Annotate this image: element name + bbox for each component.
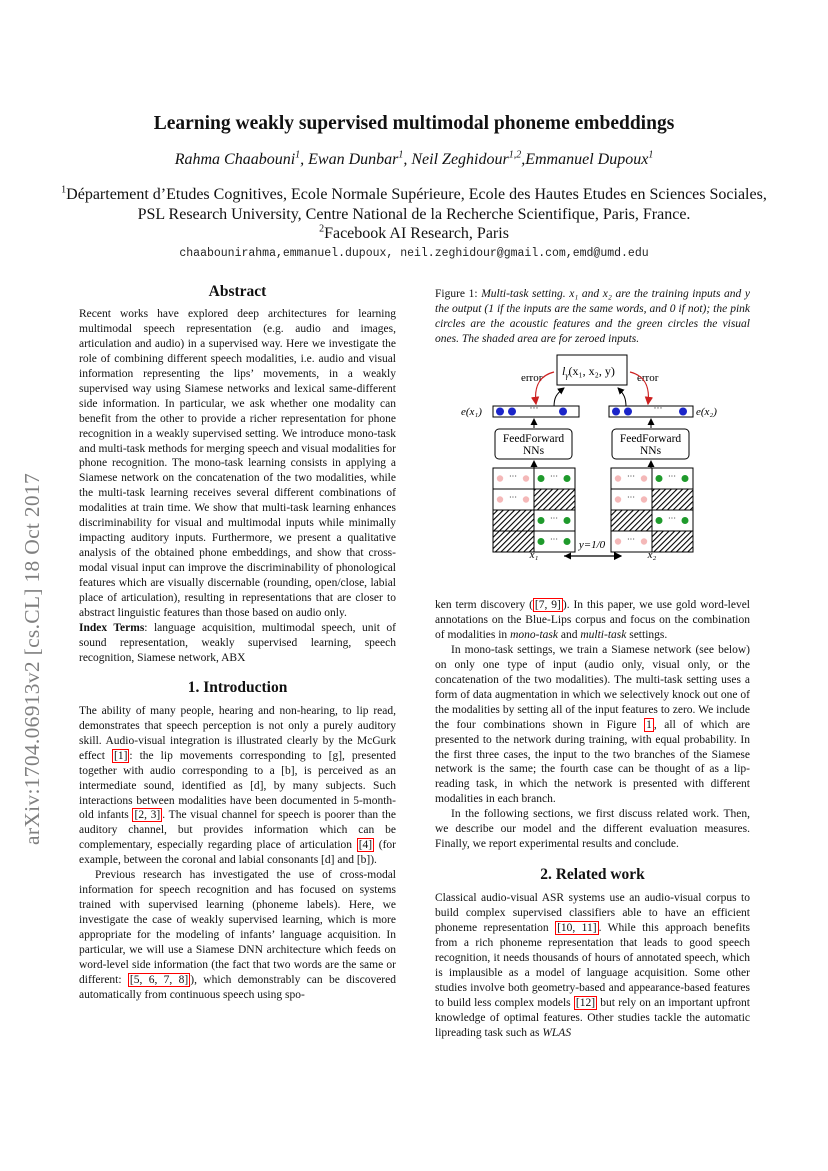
embedding-arrow-right [618,388,626,407]
input-grid-x2 [611,468,693,552]
embedding-unit [679,408,687,416]
feedforward-label: FeedForward [619,433,682,445]
citation-link[interactable]: [5, 6, 7, 8] [129,973,189,986]
input-label-x2: x₂ [647,549,657,561]
affiliation-2: Facebook AI Research, Paris [324,225,509,242]
embedding-unit [559,408,567,416]
affiliation-marker: 1 [295,149,301,161]
embedding-unit [508,408,516,416]
figure-link[interactable]: 1 [646,718,652,731]
author-name: Ewan Dunbar [308,151,399,168]
abstract-text: Recent works have explored deep architectures for learning multimodal speech representation (e.g. audio and images, articulation and audio) in a supervised way. Here we investigate the role of combining different speech modalities, i.e. audio and visual information representing the lips’ movements, in a weakly supervised way using Siamese networks and lexical same-different side information. In particular, we ask whether one modality can benefit from the other to provide a richer representation for phone recognition in a weakly supervised setting. We introduce mono-task and multi-task methods for merging speech and visual modalities for phone recognition. The mono-task learning consists in applying a Siamese network on the concatenation of the two modalities, while the multi-task learning receives several different combinations of modalities at train time. We show that multi-task learning enhances discriminability for visual and multimodal inputs while minimally impacting auditory inputs. Furthermore, we present a qualitative analysis of the obtained phone embeddings, and show that cross-modal visual input can improve the discriminability of phonological features which are visually discernable (rounding, open/close, labial place of articulation), resulting in representations that are closer to abstract linguistic features than those based on audio only. [79,307,396,620]
svg-text:···: ··· [627,535,635,544]
svg-text:···: ··· [627,493,635,502]
author-name: Emmanuel Dupoux [525,151,649,168]
input-grid-x1 [493,468,575,552]
affiliation-marker: 1 [648,149,654,161]
zeroed-input [653,532,693,552]
affiliation-marker: 1 [61,184,67,196]
zeroed-input [653,490,693,510]
citation-link[interactable]: [2, 3] [134,809,161,822]
citation-link[interactable]: [4] [358,839,373,852]
author-name: Rahma Chaabouni [174,151,296,168]
output-label: y=1/0 [578,539,606,551]
svg-text:···: ··· [668,514,676,523]
embedding-unit [624,408,632,416]
left-column [79,285,396,1003]
author-emails[interactable]: chaabounirahma,emmanuel.dupoux, neil.zeghidour@gmail.com,emd@umd.edu [179,247,649,260]
zeroed-input [494,511,534,531]
error-label-right: error [637,372,659,384]
svg-text:···: ··· [509,493,517,502]
intro-paragraph-1: The ability of many people, hearing and non-hearing, to lip read, demonstrates that speech perception is not only a purely auditory skill. Audio-visual integration is illustrated clearly by the McGurk effect [1] : the lip movements corresponding to [g], presented together with audio corresponding to a [b], is perceived as an intermediate sound, identified as [d], by many subjects. Such interactions between modalities have been documented in 5-month-old infants [2, 3] . The visual channel for speech is poorer than the auditory channel, but provides information which can be complementary, especially regarding place of articulation [4] (for example, between the coronal and labial consonants [d] and [b]). [79,704,396,867]
paragraph-outline: In the following sections, we first discuss related work. Then, we describe our model and the different evaluation measures. Finally, we report experimental results and conclude. [435,808,750,851]
figure-label: Figure 1: [435,288,482,300]
svg-text:···: ··· [509,472,517,481]
zeroed-input [494,532,534,552]
citation-link[interactable]: [1] [113,749,128,762]
feedforward-label: FeedForward [502,433,565,445]
affiliation-marker: 2 [319,223,325,235]
input-label-x1: x₁ [529,549,539,561]
zeroed-input [535,490,575,510]
index-terms [79,621,396,666]
intro-paragraph-2: Previous research has investigated the use of cross-modal information for speech recognition and has focused on systems trained with supervised learning (phoneme labels). Here, we investigate the case of weakly supervised learning, which is more appropriate for the modeling of infants’ language acquisition. In particular, we will use a Siamese DNN architecture which feeds on word-level side information (the fact that two words are the same or different: [5, 6, 7, 8] ), which demonstrably can be discovered automatically from continuous speech using spo- [79,869,396,1001]
citation-link[interactable]: [12] [575,996,596,1009]
right-column [435,598,750,1041]
related-work-heading: 2. Related work [540,866,645,884]
feedforward-label: NNs [639,445,662,457]
index-terms-label: Index Terms [79,621,145,634]
figure-caption-text: Multi-task setting. x₁ and x₂ are the training inputs and y the output (1 if the inputs are the same words, and 0 if not); the pink circles are the acoustic features and the green circles the visual ones. The shaded area are for zeroed inputs. [435,288,750,345]
ellipsis: ··· [529,403,539,413]
error-label-left: error [521,372,543,384]
arxiv-sidebar-stamp[interactable]: arXiv:1704.06913v2 [cs.CL] 18 Oct 2017 [20,472,44,845]
svg-text:···: ··· [550,535,558,544]
svg-text:···: ··· [627,472,635,481]
affiliation-marker: 1,2 [508,149,522,161]
intro-heading: 1. Introduction [187,678,288,696]
affiliation-marker: 1 [398,149,404,161]
svg-text:···: ··· [550,514,558,523]
related-work-paragraph: Classical audio-visual ASR systems use an audio-visual corpus to build complex supervised classifiers able to have an efficient phoneme representation [10, 11] . While this approach benefits from a rich phoneme representation that leads to good speech recognition, it needs thousands of hours of annotated speech, which is implausible as a model of language acquisition. Some other studies involve both geometry-based and appearance-based features to build less complex models [12] but rely on an important upfront knowledge of optimal features. Other studies tackle the automatic lipreading task such as WLAS [435,892,751,1039]
abstract-heading: Abstract [208,283,267,300]
author-name: Neil Zeghidour [411,151,509,168]
zeroed-input [612,511,652,531]
affiliations [60,185,768,244]
embedding-label-right: e(x₂) [696,406,717,418]
embedding-unit [612,408,620,416]
feedforward-label: NNs [522,445,545,457]
figure-caption [435,287,750,347]
svg-text:···: ··· [550,472,558,481]
paper-title: Learning weakly supervised multimodal phoneme embeddings [153,113,675,134]
affiliation-1: Département d’Etudes Cognitives, Ecole Normale Supérieure, Ecole des Hautes Etudes en Sciences Sociales, PSL Research University, Centre National de la Recherche Scientifique, Paris, France. [66,186,767,223]
citation-link[interactable]: [10, 11] [557,922,597,935]
citation-link[interactable]: [7, 9] [534,599,561,611]
multitask-diagram [440,352,740,567]
embedding-label-left: e(x₁) [461,406,482,418]
paragraph-continued: ken term discovery ( [7, 9] ). In this paper, we use gold word-level annotations on the Blue-Lips corpus and focus on the combination of modalities in mono-task and multi-task settings. [435,599,750,641]
embedding-arrow-left [554,388,564,407]
loss-label: $l_\gamma(x_1$, x₂, y) [562,364,615,380]
ellipsis: ··· [653,403,663,413]
svg-text:···: ··· [668,472,676,481]
author-list: Rahma Chaabouni$^1$, Ewan Dunbar$^1$, Neil Zeghidour$^{1,2}$,Emmanuel Dupoux$^1$ [174,149,654,168]
paragraph-mono-task: In mono-task settings, we train a Siamese network (see below) on only one type of input (audio only, visual only, or the concatenation of the two modalities). The multi-task setting uses a form of data augmentation in which we selectively knock out one of the modalities by setting all of the input features to zero. We include the four combinations shown in Figure 1 , all of which are presented to the network during training, with equal probability. In the first three cases, the input to the two branches of the Siamese network is the same; the fourth case can be thought of as a lip-reading task, in which the network is presented with different modalities in each branch. [435,643,750,806]
index-terms-text: : language acquisition, multimodal speech, unit of sound representation, weakly supervised learning, speech recognition, Siamese network, ABX [79,621,396,664]
embedding-unit [496,408,504,416]
